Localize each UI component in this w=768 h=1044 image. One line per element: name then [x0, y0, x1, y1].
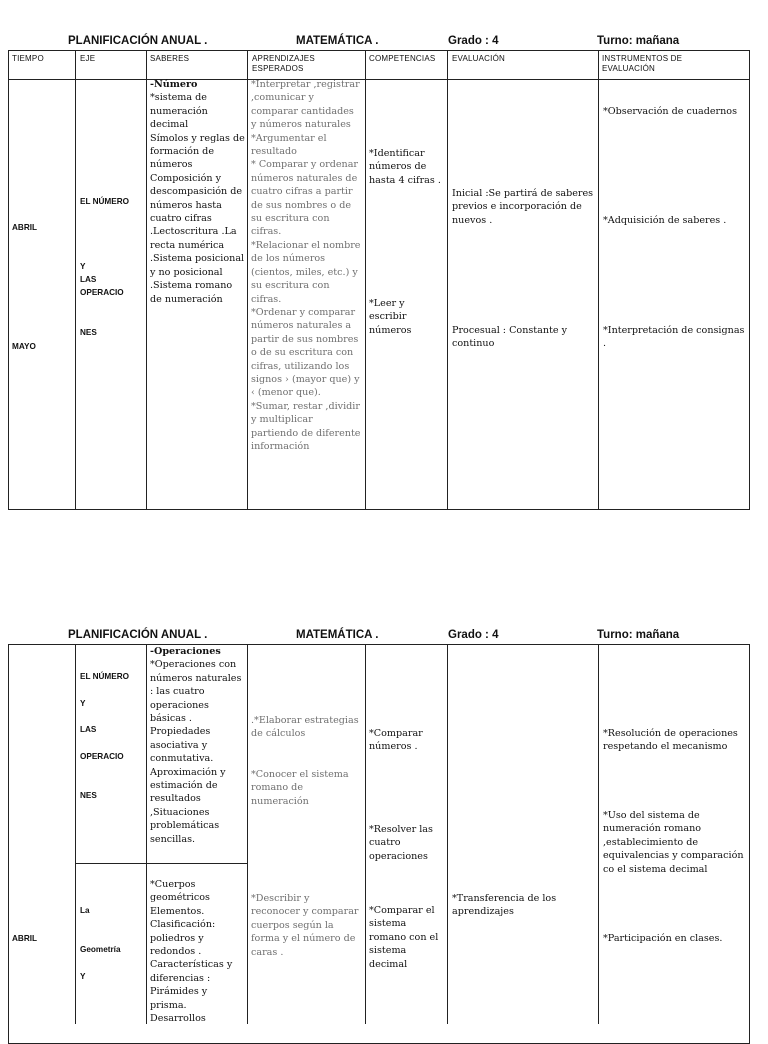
eje-line: Y	[80, 972, 86, 981]
competencia-item: *Resolver las cuatro operaciones	[369, 824, 433, 862]
plan-title: PLANIFICACIÓN ANUAL .	[68, 35, 208, 47]
saberes-title: -Operaciones	[150, 646, 221, 657]
month-mayo: MAYO	[12, 342, 36, 351]
col-eje: EJE	[80, 54, 96, 63]
col-aprendizajes: APRENDIZAJES ESPERADOS	[252, 54, 315, 73]
eje-line: OPERACIO	[80, 752, 124, 761]
subject-title: MATEMÁTICA .	[296, 35, 379, 47]
eje-line: EL NÚMERO	[80, 672, 129, 681]
shift-label: Turno: mañana	[597, 629, 680, 641]
eje-line: La	[80, 906, 90, 915]
shift-label: Turno: mañana	[597, 35, 680, 47]
instrumento-item: *Adquisición de saberes .	[603, 215, 727, 226]
eje-line: EL NÚMERO	[80, 197, 129, 206]
plan-title: PLANIFICACIÓN ANUAL .	[68, 629, 208, 641]
eje-line: LAS	[80, 275, 97, 284]
eje-divider	[75, 863, 247, 864]
col-competencias: COMPETENCIAS	[369, 54, 436, 63]
col-tiempo: TIEMPO	[12, 54, 44, 63]
competencia-item: *Leer y escribir números	[369, 298, 412, 336]
saberes-cell	[150, 78, 245, 306]
evaluacion-item: Inicial :Se partirá de saberes previos e incorporación de nuevos .	[452, 188, 594, 226]
instrumento-item: *Interpretación de consignas .	[603, 325, 745, 350]
month-abril: ABRIL	[12, 223, 38, 232]
competencia-item: *Identificar números de hasta 4 cifras .	[369, 148, 441, 186]
aprendizaje-item: .*Elaborar estrategias de cálculos	[251, 715, 359, 740]
saberes-cell	[150, 645, 245, 846]
table1-header-divider	[8, 79, 750, 80]
competencia-item: *Comparar números .	[369, 728, 423, 753]
competencia-item: *Comparar el sistema romano con el sistema decimal	[369, 905, 439, 970]
saberes-text: *Operaciones con números naturales : las cuatro operaciones básicas . Propiedades asociativa y conmutativa. Aproximación y estimación de resultados ,Situaciones problemáticas sencillas.	[150, 659, 242, 845]
saberes-geometria: *Cuerpos geométricos Elementos. Clasificación: poliedros y redondos . Características y diferencias : Pirámides y prisma. Desarrollos	[150, 879, 233, 1025]
aprendizajes-text: *Interpretar ,registrar ,comunicar y comparar cantidades y números naturales *Argumentar el resultado * Comparar y ordenar números naturales de cuatro cifras a partir de sus nombres o de su escritura con cifras. *Relacionar el nombre de los números (cientos, miles, etc.) y su escritura con cifras. *Ordenar y comparar números naturales a partir de sus nombres o de su escritura con cifras, utilizando los signos › (mayor que) y ‹ (menor que). *Sumar, restar ,dividir y multiplicar partiendo de diferente información	[251, 79, 361, 452]
eje-line: OPERACIO	[80, 288, 124, 297]
subject-title: MATEMÁTICA .	[296, 629, 379, 641]
grade-label: Grado : 4	[448, 629, 499, 641]
eje-line: Y	[80, 699, 86, 708]
eje-line: NES	[80, 328, 97, 337]
evaluacion-item: Procesual : Constante y continuo	[452, 325, 568, 350]
saberes-title: -Número	[150, 79, 198, 90]
eje-line: Geometría	[80, 945, 121, 954]
eje-line: NES	[80, 791, 97, 800]
planning-table-1	[8, 50, 750, 510]
col-saberes: SABERES	[150, 54, 190, 63]
col-instrumentos: INSTRUMENTOS DE EVALUACIÓN	[602, 54, 683, 73]
instrumento-item: *Participación en clases.	[603, 933, 723, 944]
col-evaluacion: EVALUACIÓN	[452, 54, 505, 63]
month-abril: ABRIL	[12, 934, 38, 943]
aprendizaje-item: *Conocer el sistema romano de numeración	[251, 769, 349, 807]
aprendizaje-item: *Describir y reconocer y comparar cuerpos según la forma y el número de caras .	[251, 893, 359, 958]
eje-line: Y	[80, 262, 86, 271]
evaluacion-item: *Transferencia de los aprendizajes	[452, 893, 557, 918]
instrumento-item: *Observación de cuadernos	[603, 106, 737, 117]
instrumento-item: *Uso del sistema de numeración romano ,establecimiento de equivalencias y comparación co el sistema decimal	[603, 810, 744, 875]
instrumento-item: *Resolución de operaciones respetando el mecanismo	[603, 728, 738, 753]
eje-line: LAS	[80, 725, 97, 734]
saberes-text: *sistema de numeración decimal Símolos y reglas de formación de números Composición y descompasición de números hasta cuatro cifras .Lectoscritura .La recta numérica .Sistema posicional y no posicional .Sistema romano de numeración	[150, 92, 245, 305]
grade-label: Grado : 4	[448, 35, 499, 47]
